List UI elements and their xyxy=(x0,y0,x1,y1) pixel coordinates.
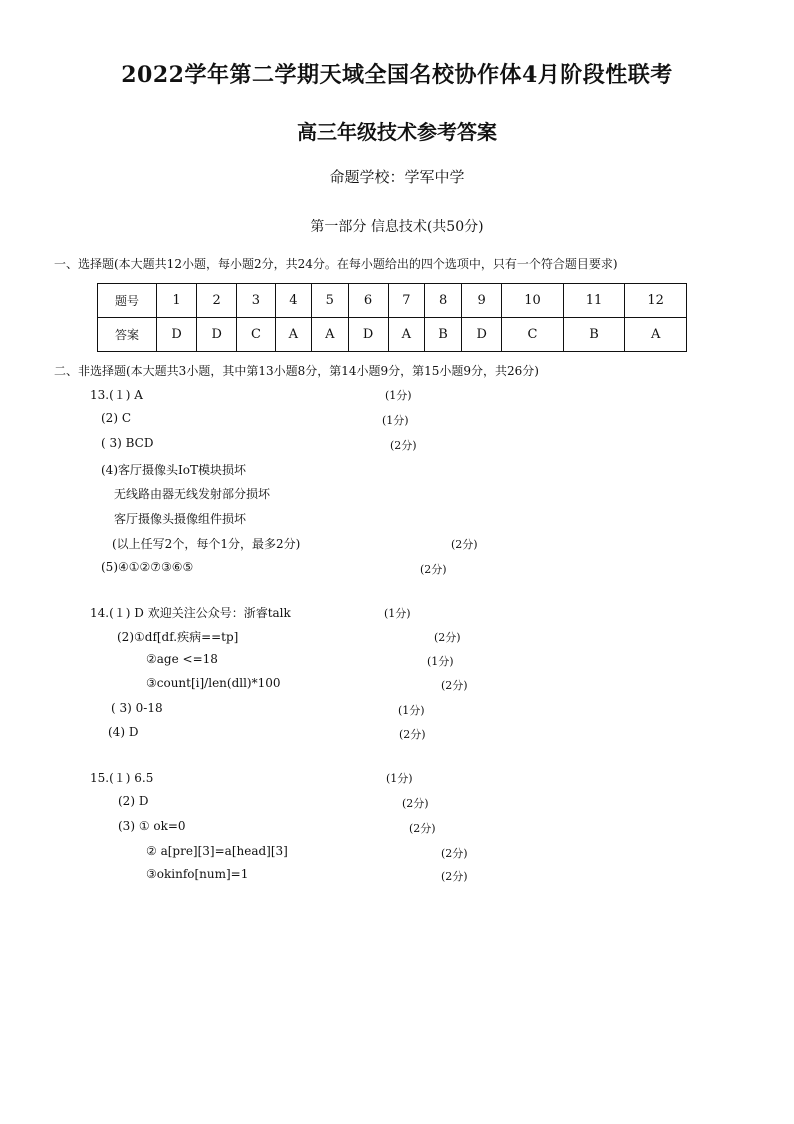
q14-line-2: (2)①df[df.疾病==tp] xyxy=(117,630,239,644)
table-cell: 2 xyxy=(197,284,237,318)
answer-table xyxy=(97,283,687,352)
q14-points-5: (1分) xyxy=(398,704,425,717)
q13-line-5: 无线路由器无线发射部分损坏 xyxy=(114,487,271,501)
q15-points-2: (2分) xyxy=(402,797,429,810)
part-heading: 第一部分 信息技术(共50分) xyxy=(310,219,484,235)
table-cell: A xyxy=(625,318,687,352)
q14-points-1: (1分) xyxy=(384,607,411,620)
table-cell: A xyxy=(388,318,424,352)
q14-points-2: (2分) xyxy=(434,631,461,644)
q13-line-6: 客厅摄像头摄像组件损坏 xyxy=(114,512,247,526)
q14-line-4: ③count[i]/len(dll)*100 xyxy=(146,676,281,690)
page-subtitle: 高三年级技术参考答案 xyxy=(297,120,497,144)
table-cell: 9 xyxy=(462,284,502,318)
page-title: 2022学年第二学期天域全国名校协作体4月阶段性联考 xyxy=(121,62,673,88)
table-cell: 3 xyxy=(237,284,275,318)
table-cell: 6 xyxy=(348,284,388,318)
table-cell: 12 xyxy=(625,284,687,318)
section2-heading: 二、非选择题(本大题共3小题，其中第13小题8分，第14小题9分，第15小题9分，共26分) xyxy=(54,364,539,378)
table-cell: 4 xyxy=(275,284,311,318)
table-cell: C xyxy=(237,318,275,352)
table-cell: A xyxy=(275,318,311,352)
q13-points-1: (1分) xyxy=(385,389,412,402)
section1-heading: 一、选择题(本大题共12小题，每小题2分，共24分。在每小题给出的四个选项中，只有一个符合题目要求) xyxy=(54,257,618,271)
table-cell: 10 xyxy=(502,284,564,318)
table-cell: 1 xyxy=(157,284,197,318)
q13-line-2: (2) C xyxy=(101,411,131,425)
q15-points-5: (2分) xyxy=(441,870,468,883)
q13-line-1: 13.(１) A xyxy=(90,388,143,402)
q15-line-1: 15.(１) 6.5 xyxy=(90,771,154,785)
table-cell: 8 xyxy=(425,284,462,318)
row-label-number: 题号 xyxy=(98,284,157,318)
row-label-answer: 答案 xyxy=(98,318,157,352)
table-cell: C xyxy=(502,318,564,352)
q13-points-8: (2分) xyxy=(420,563,447,576)
q13-line-8: (5)④①②⑦③⑥⑤ xyxy=(101,560,194,574)
table-cell: B xyxy=(425,318,462,352)
q14-line-3: ②age <=18 xyxy=(146,652,218,666)
q13-line-7: (以上任写2个，每个1分，最多2分) xyxy=(112,537,301,551)
q14-points-6: (2分) xyxy=(399,728,426,741)
table-row-answers xyxy=(98,318,687,352)
table-row-numbers xyxy=(98,284,687,318)
q14-line-6: (4) D xyxy=(108,725,139,739)
table-cell: D xyxy=(157,318,197,352)
q15-line-5: ③okinfo[num]=1 xyxy=(146,867,249,881)
q13-line-4: (4)客厅摄像头IoT模块损坏 xyxy=(101,463,246,477)
q13-points-3: (2分) xyxy=(390,439,417,452)
q15-line-3: (3) ① ok=0 xyxy=(118,819,186,833)
q14-points-3: (1分) xyxy=(427,655,454,668)
table-cell: D xyxy=(462,318,502,352)
table-cell: 5 xyxy=(312,284,348,318)
q15-line-4: ② a[pre][3]=a[head][3] xyxy=(146,844,288,858)
table-cell: 11 xyxy=(563,284,625,318)
table-cell: A xyxy=(312,318,348,352)
table-cell: 7 xyxy=(388,284,424,318)
table-cell: B xyxy=(563,318,625,352)
q15-points-3: (2分) xyxy=(409,822,436,835)
q15-line-2: (2) D xyxy=(118,794,149,808)
q14-line-5: ( 3) 0-18 xyxy=(111,701,163,715)
q15-points-1: (1分) xyxy=(386,772,413,785)
q13-points-2: (1分) xyxy=(382,414,409,427)
table-cell: D xyxy=(348,318,388,352)
q14-line-1: 14.(１) D 欢迎关注公众号：浙睿talk xyxy=(90,606,291,620)
q13-line-3: ( 3) BCD xyxy=(101,436,154,450)
school-line: 命题学校：学军中学 xyxy=(329,168,465,186)
q14-points-4: (2分) xyxy=(441,679,468,692)
q13-points-7: (2分) xyxy=(451,538,478,551)
table-cell: D xyxy=(197,318,237,352)
q15-points-4: (2分) xyxy=(441,847,468,860)
